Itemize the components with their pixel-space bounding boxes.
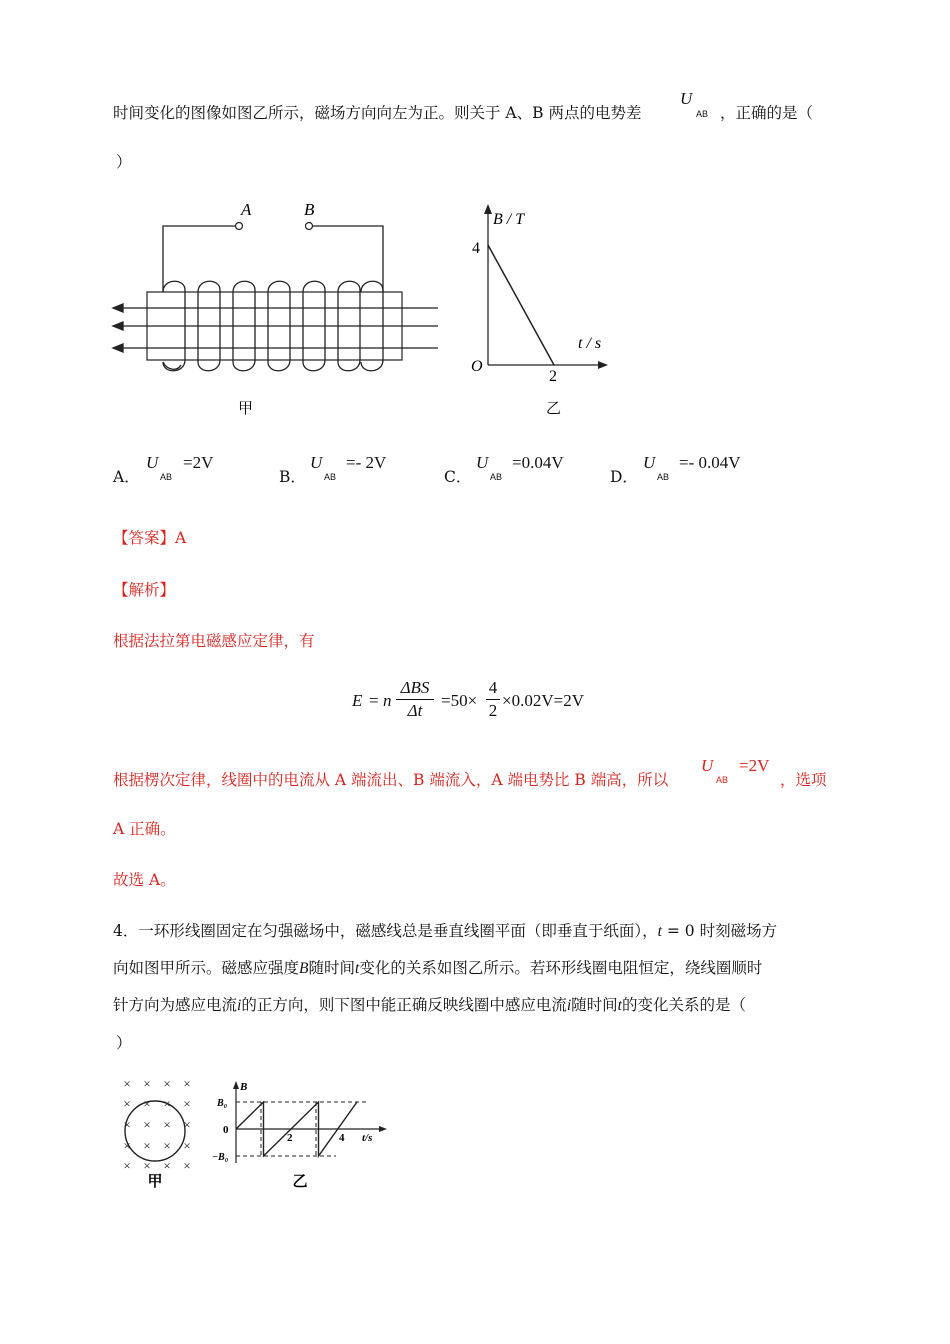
formula-n: n [383, 691, 392, 710]
option-d-value: =- 0.04V [679, 453, 741, 472]
field-cross: × [163, 1117, 171, 1132]
option-a-value: =2V [183, 453, 214, 472]
q4-tick-2: 2 [287, 1132, 293, 1144]
field-cross: × [183, 1138, 191, 1153]
field-cross: × [183, 1096, 191, 1111]
field-cross: × [183, 1158, 191, 1173]
formula-mid: =50× [441, 691, 478, 710]
q4-figure-ring [115, 1078, 205, 1193]
option-b-value: =- 2V [346, 453, 387, 472]
q3-figure-solenoid [105, 190, 450, 420]
field-cross: × [123, 1158, 131, 1173]
option-b-letter: B． [279, 468, 306, 486]
option-c-u: U [476, 453, 489, 472]
field-cross: × [183, 1117, 191, 1132]
field-cross: × [123, 1138, 131, 1153]
q4-line4: ） [116, 1034, 132, 1052]
y-tick-4: 4 [472, 240, 480, 257]
formula-tail: ×0.02V=2V [502, 691, 584, 710]
field-cross: × [163, 1096, 171, 1111]
ring-coil [125, 1101, 185, 1161]
option-c-value: =0.04V [512, 453, 564, 472]
y-axis-label: B / T [493, 211, 525, 228]
formula-frac2 [486, 678, 500, 721]
field-cross: × [163, 1138, 171, 1153]
q4-x-axis-arrow [379, 1126, 387, 1132]
formula-den2: 2 [488, 701, 498, 720]
field-cross: × [143, 1096, 151, 1111]
field-lines [113, 304, 438, 352]
x-axis-arrow [598, 361, 608, 369]
q4-x-label: t/s [362, 1132, 373, 1144]
q4-figure-bt-graph [212, 1078, 392, 1193]
formula-frac1 [394, 678, 436, 721]
formula-num2: 4 [488, 678, 498, 697]
analysis-line1: 根据法拉第电磁感应定律，有 [113, 632, 315, 650]
option-a-u: U [146, 453, 159, 472]
q4-line2: 向如图甲所示。磁感应强度B随时间t变化的关系如图乙所示。若环形线圈电阻恒定，绕线圈顺时 [113, 959, 763, 977]
q3-stem-suffix: ，正确的是（ [720, 104, 814, 122]
q4-tick-4: 4 [339, 1132, 345, 1144]
analysis-line2-rhs: =2V [739, 756, 770, 775]
option-c-letter: C． [444, 468, 472, 486]
analysis-line2-prefix: 根据楞次定律，线圈中的电流从 A 端流出、B 端流入，A 端电势比 B 端高，所以 [113, 771, 669, 789]
q4-origin: 0 [223, 1124, 229, 1136]
q4-y-axis-arrow [233, 1081, 239, 1089]
formula-den: Δt [407, 701, 423, 720]
q4-b0-label: B₀ [217, 1098, 228, 1109]
option-a-sub: AB [160, 472, 173, 482]
analysis-title: 【解析】 [113, 581, 176, 599]
formula-eq: = [369, 691, 379, 710]
formula-fracbar [396, 699, 434, 700]
formula-fracbar2 [486, 699, 500, 700]
analysis-line2-u: U [701, 756, 714, 775]
analysis-line2-suffix: ，选项 [780, 771, 827, 789]
analysis-line3: A 正确。 [113, 820, 176, 838]
field-cross: × [123, 1096, 131, 1111]
label-a: A [241, 200, 252, 219]
option-a-letter: A． [113, 468, 140, 486]
field-cross: × [143, 1078, 151, 1091]
option-b-u: U [310, 453, 323, 472]
option-d-letter: D． [610, 468, 638, 486]
option-d-u: U [643, 453, 656, 472]
q4-caption-yi: 乙 [292, 1174, 308, 1190]
q4-caption-jia: 甲 [147, 1174, 163, 1190]
q3-figure-bt-graph [462, 200, 622, 420]
q4-line1: 4．一环形线圈固定在匀强磁场中，磁感线总是垂直线圈平面（即垂直于纸面），t = 0 时刻磁场方 [113, 922, 778, 940]
field-cross: × [163, 1158, 171, 1173]
option-c-sub: AB [490, 472, 503, 482]
option-d-sub: AB [657, 472, 670, 482]
analysis-line4: 故选 A。 [113, 871, 176, 889]
terminal-b [306, 223, 313, 230]
q3-stem-u-sub: AB [696, 109, 709, 119]
field-crosses [123, 1078, 190, 1173]
y-axis-arrow [484, 204, 492, 214]
field-cross: × [123, 1078, 131, 1091]
label-b: B [304, 200, 315, 219]
field-cross: × [143, 1117, 151, 1132]
x-axis-label: t / s [578, 335, 602, 352]
caption-jia: 甲 [238, 401, 254, 417]
answer-line: 【答案】A [113, 529, 187, 547]
q3-stem-line2: ） [116, 153, 132, 171]
field-cross: × [183, 1078, 191, 1091]
q4-line3: 针方向为感应电流i的正方向，则下图中能正确反映线圈中感应电流i随时间t的变化关系的是（ [113, 996, 746, 1014]
option-b-sub: AB [324, 472, 337, 482]
formula-num: ΔBS [400, 678, 430, 697]
q3-stem-prefix: 时间变化的图像如图乙所示，磁场方向向左为正。则关于 A、B 两点的电势差 [113, 104, 642, 122]
q4-y-label: B [240, 1081, 248, 1093]
field-cross: × [123, 1117, 131, 1132]
terminal-a [236, 223, 243, 230]
analysis-line2-sub: AB [716, 775, 729, 785]
lead-wire-b [313, 226, 383, 292]
field-cross: × [163, 1078, 171, 1091]
formula-lhs: E [352, 691, 363, 710]
q3-stem-line1 [113, 103, 641, 123]
field-cross: × [143, 1158, 151, 1173]
origin-o: O [471, 358, 483, 375]
x-tick-2: 2 [549, 368, 557, 385]
field-cross: × [143, 1138, 151, 1153]
lead-wire-a [163, 226, 235, 292]
q3-stem-u-symbol: U [680, 89, 693, 108]
caption-yi: 乙 [546, 401, 562, 417]
b-t-line [488, 245, 554, 365]
q4-negb0-label: −B₀ [212, 1152, 229, 1163]
